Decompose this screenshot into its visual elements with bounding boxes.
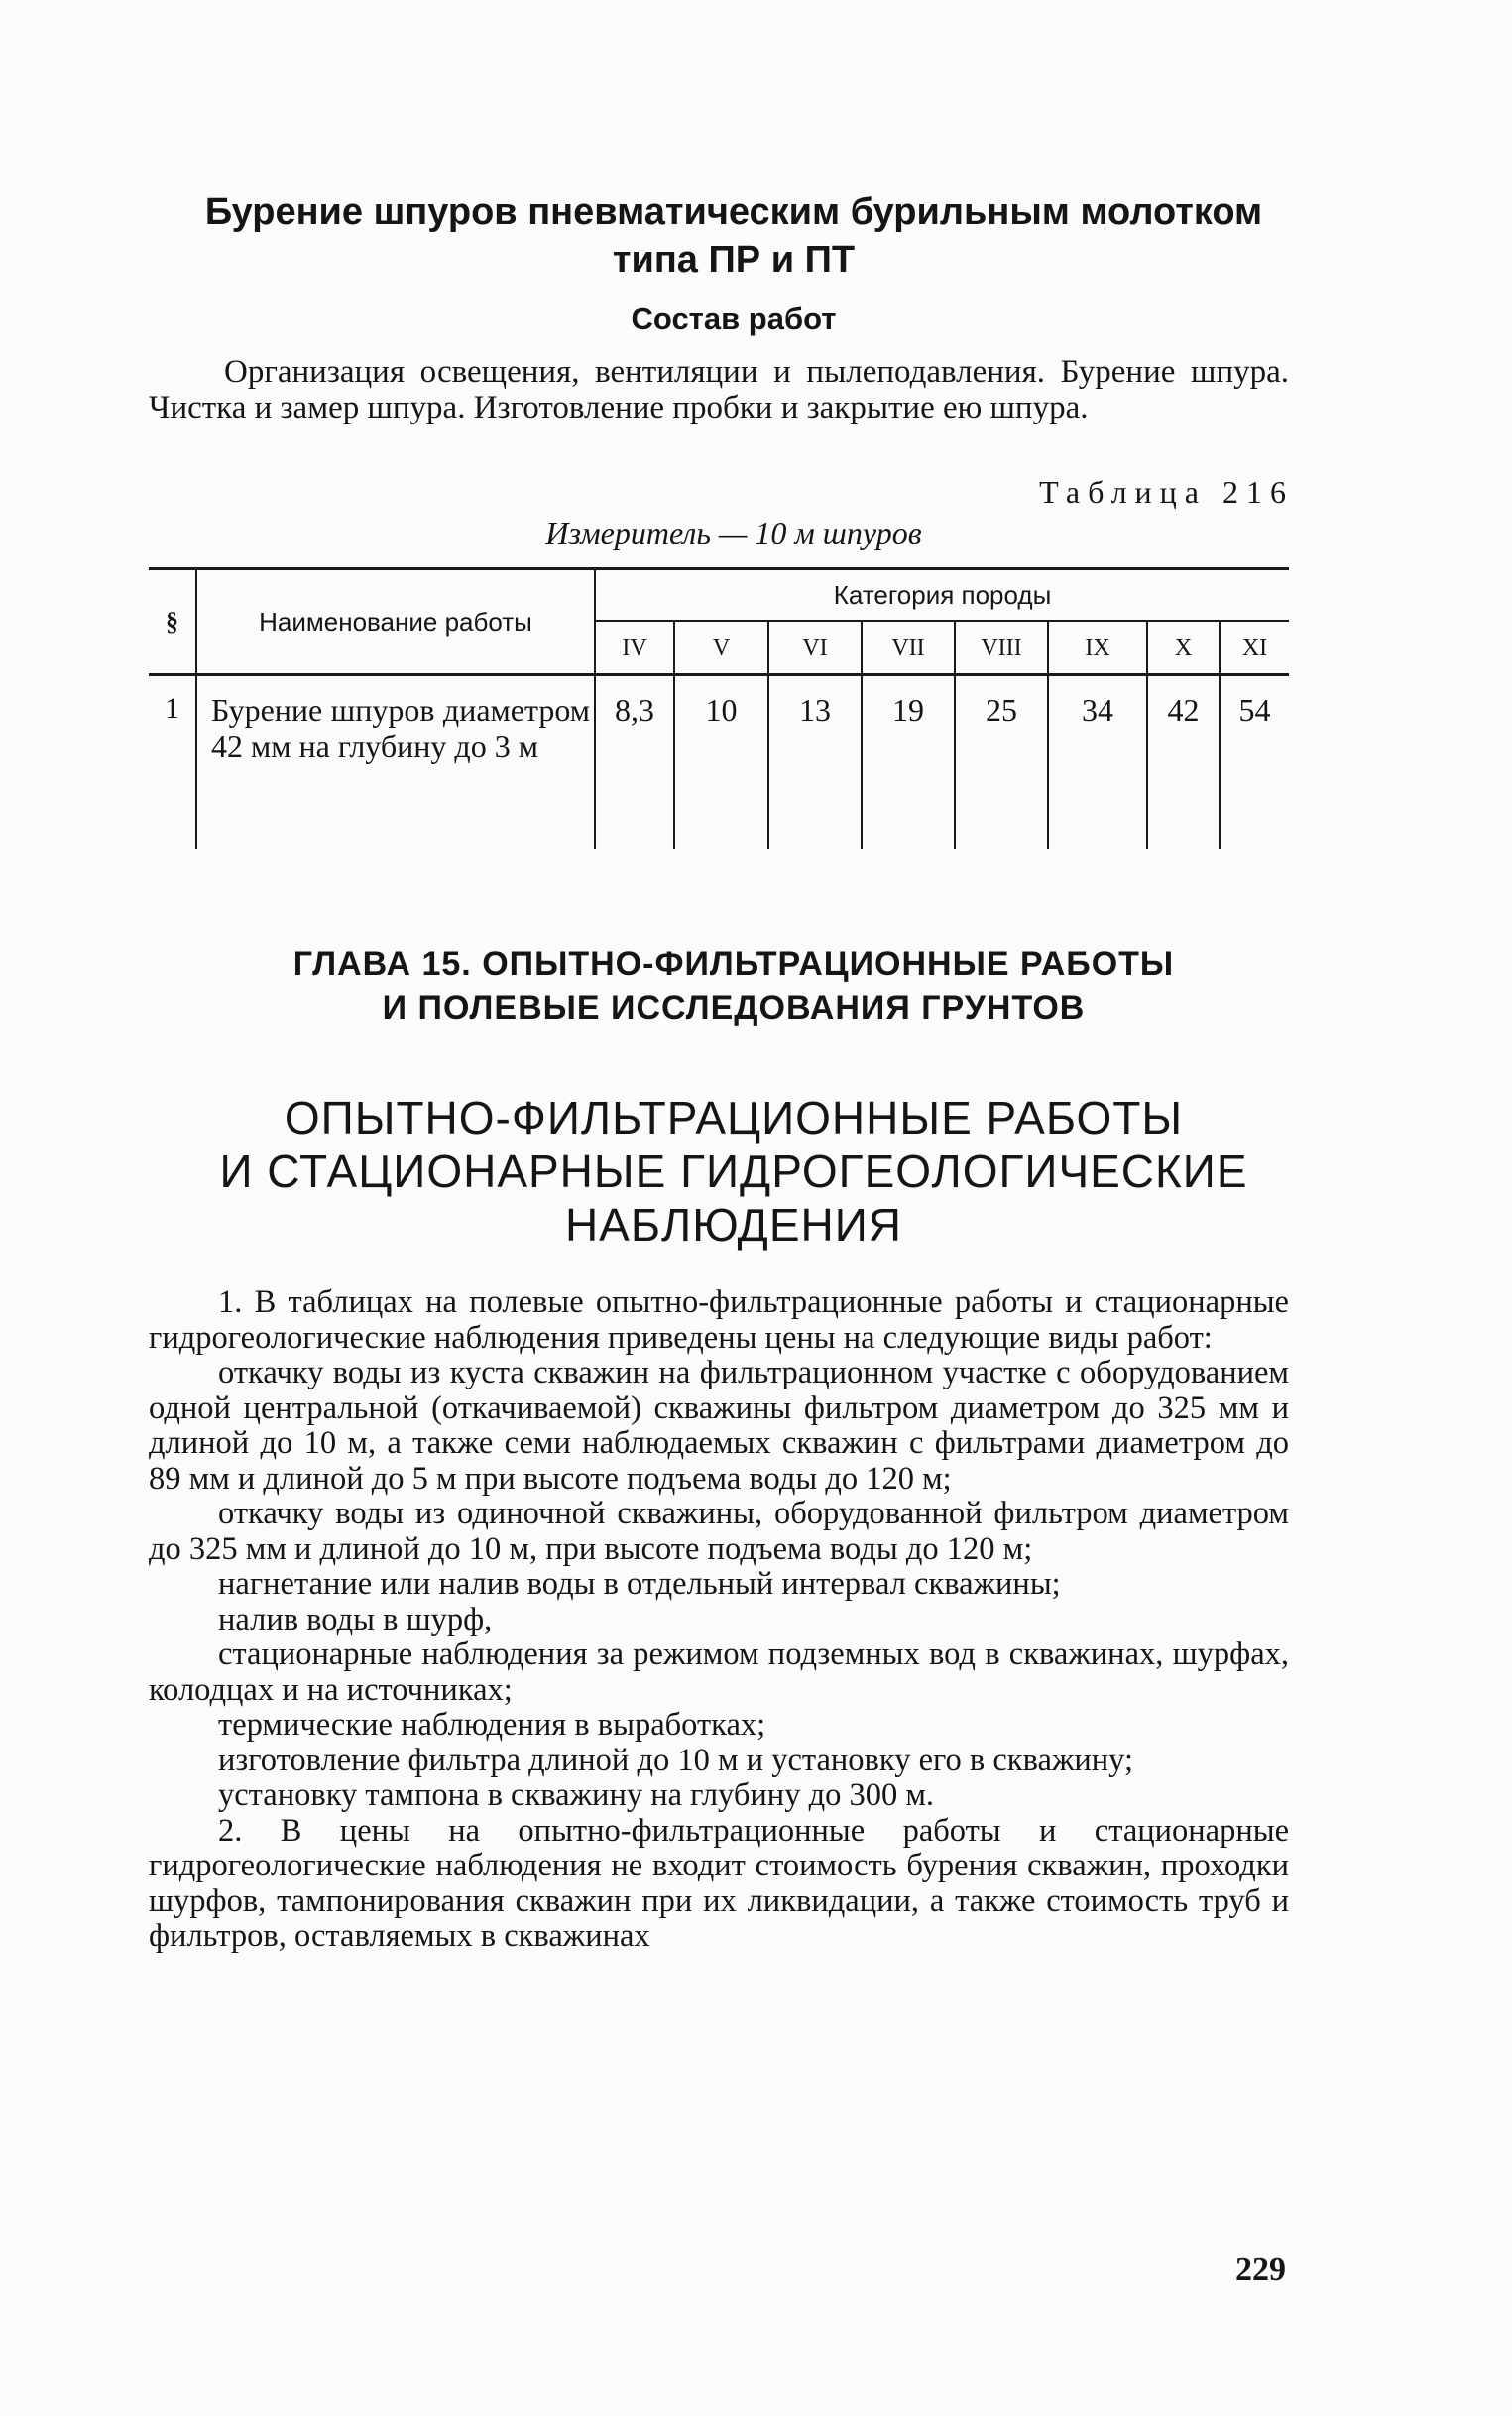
category-v: V <box>674 621 768 675</box>
value-viii: 25 <box>955 675 1048 850</box>
value-vii: 19 <box>862 675 955 850</box>
value-vi: 13 <box>768 675 862 850</box>
chapter-heading <box>149 942 1319 1029</box>
paragraph: установку тампона в скважину на глубину до 300 м. <box>218 1777 935 1813</box>
paragraph: стационарные наблюдения за режимом подземных вод в скважинах, шурфах, колодцах и на источниках; <box>149 1636 1289 1708</box>
category-xi: XI <box>1220 621 1289 675</box>
page-number: 229 <box>1235 2251 1286 2288</box>
paragraph: термические наблюдения в выработках; <box>218 1707 766 1743</box>
column-header-category: Категория породы <box>595 569 1289 622</box>
value-x: 42 <box>1147 675 1220 850</box>
measure-unit: Измеритель — 10 м шпуров <box>545 515 922 550</box>
table-number: Таблица 216 <box>1039 474 1294 510</box>
value-iv: 8,3 <box>595 675 674 850</box>
chapter-heading-line2: И ПОЛЕВЫЕ ИССЛЕДОВАНИЯ ГРУНТОВ <box>382 989 1086 1027</box>
paragraph: 1. В таблицах на полевые опытно-фильтрационные работы и стационарные гидрогеологические наблюдения приведены цены на следующие виды работ: <box>149 1284 1289 1356</box>
paragraph: нагнетание или налив воды в отдельный интервал скважины; <box>218 1566 1061 1602</box>
category-vi: VI <box>768 621 862 675</box>
section-heading-line3: НАБЛЮДЕНИЯ <box>564 1199 903 1251</box>
category-vii: VII <box>862 621 955 675</box>
paragraph: откачку воды из одиночной скважины, оборудованной фильтром диаметром до 325 мм и длиной до 10 м, при высоте подъема воды до 120 м; <box>149 1496 1289 1567</box>
composition-heading: Состав работ <box>631 302 837 336</box>
section-heading <box>149 1091 1319 1252</box>
category-ix: IX <box>1048 621 1147 675</box>
section-title-line2: типа ПР и ПТ <box>612 239 856 281</box>
body-text <box>149 1285 1289 1955</box>
category-x: X <box>1147 621 1220 675</box>
category-viii: VIII <box>955 621 1048 675</box>
table-row <box>149 675 1289 850</box>
category-iv: IV <box>595 621 674 675</box>
chapter-heading-line1: ГЛАВА 15. ОПЫТНО-ФИЛЬТРАЦИОННЫЕ РАБОТЫ <box>292 945 1175 983</box>
section-heading-line1: ОПЫТНО-ФИЛЬТРАЦИОННЫЕ РАБОТЫ <box>284 1092 1184 1144</box>
section-heading-line2: И СТАЦИОНАРНЫЕ ГИДРОГЕОЛОГИЧЕСКИЕ <box>219 1146 1248 1197</box>
paragraph: 2. В цены на опытно-фильтрационные работы и стационарные гидрогеологические наблюдения не входит стоимость бурения скважин, проходки шурфов, тампонирования скважин при их ликвидации, а также стоимость труб и фильтров, оставляемых в скважинах <box>149 1812 1289 1954</box>
section-title-line1: Бурение шпуров пневматическим бурильным молотком <box>204 191 1263 233</box>
value-v: 10 <box>674 675 768 850</box>
row-name: Бурение шпуров диаметром 42 мм на глубину до 3 м <box>196 675 595 850</box>
section-title <box>149 188 1319 284</box>
norm-table <box>149 567 1289 849</box>
row-number: 1 <box>165 692 179 725</box>
value-xi: 54 <box>1220 675 1289 850</box>
paragraph: изготовление фильтра длиной до 10 м и установку его в скважину; <box>218 1742 1134 1778</box>
value-ix: 34 <box>1048 675 1147 850</box>
column-header-number: § <box>149 569 196 675</box>
column-header-name: Наименование работы <box>196 569 595 675</box>
paragraph: налив воды в шурф, <box>218 1601 493 1637</box>
paragraph: откачку воды из куста скважин на фильтрационном участке с оборудованием одной центральной (откачиваемой) скважины фильтром диаметром до 325 мм и длиной до 10 м, а также семи наблюдаемых скважин с фильтрами диаметром до 89 мм и длиной до 5 м при высоте подъема воды до 120 м; <box>149 1355 1289 1497</box>
composition-text: Организация освещения, вентиляции и пылеподавления. Бурение шпура. Чистка и замер шпура. Изготовление пробки и закрытие ею шпура. <box>149 354 1289 425</box>
